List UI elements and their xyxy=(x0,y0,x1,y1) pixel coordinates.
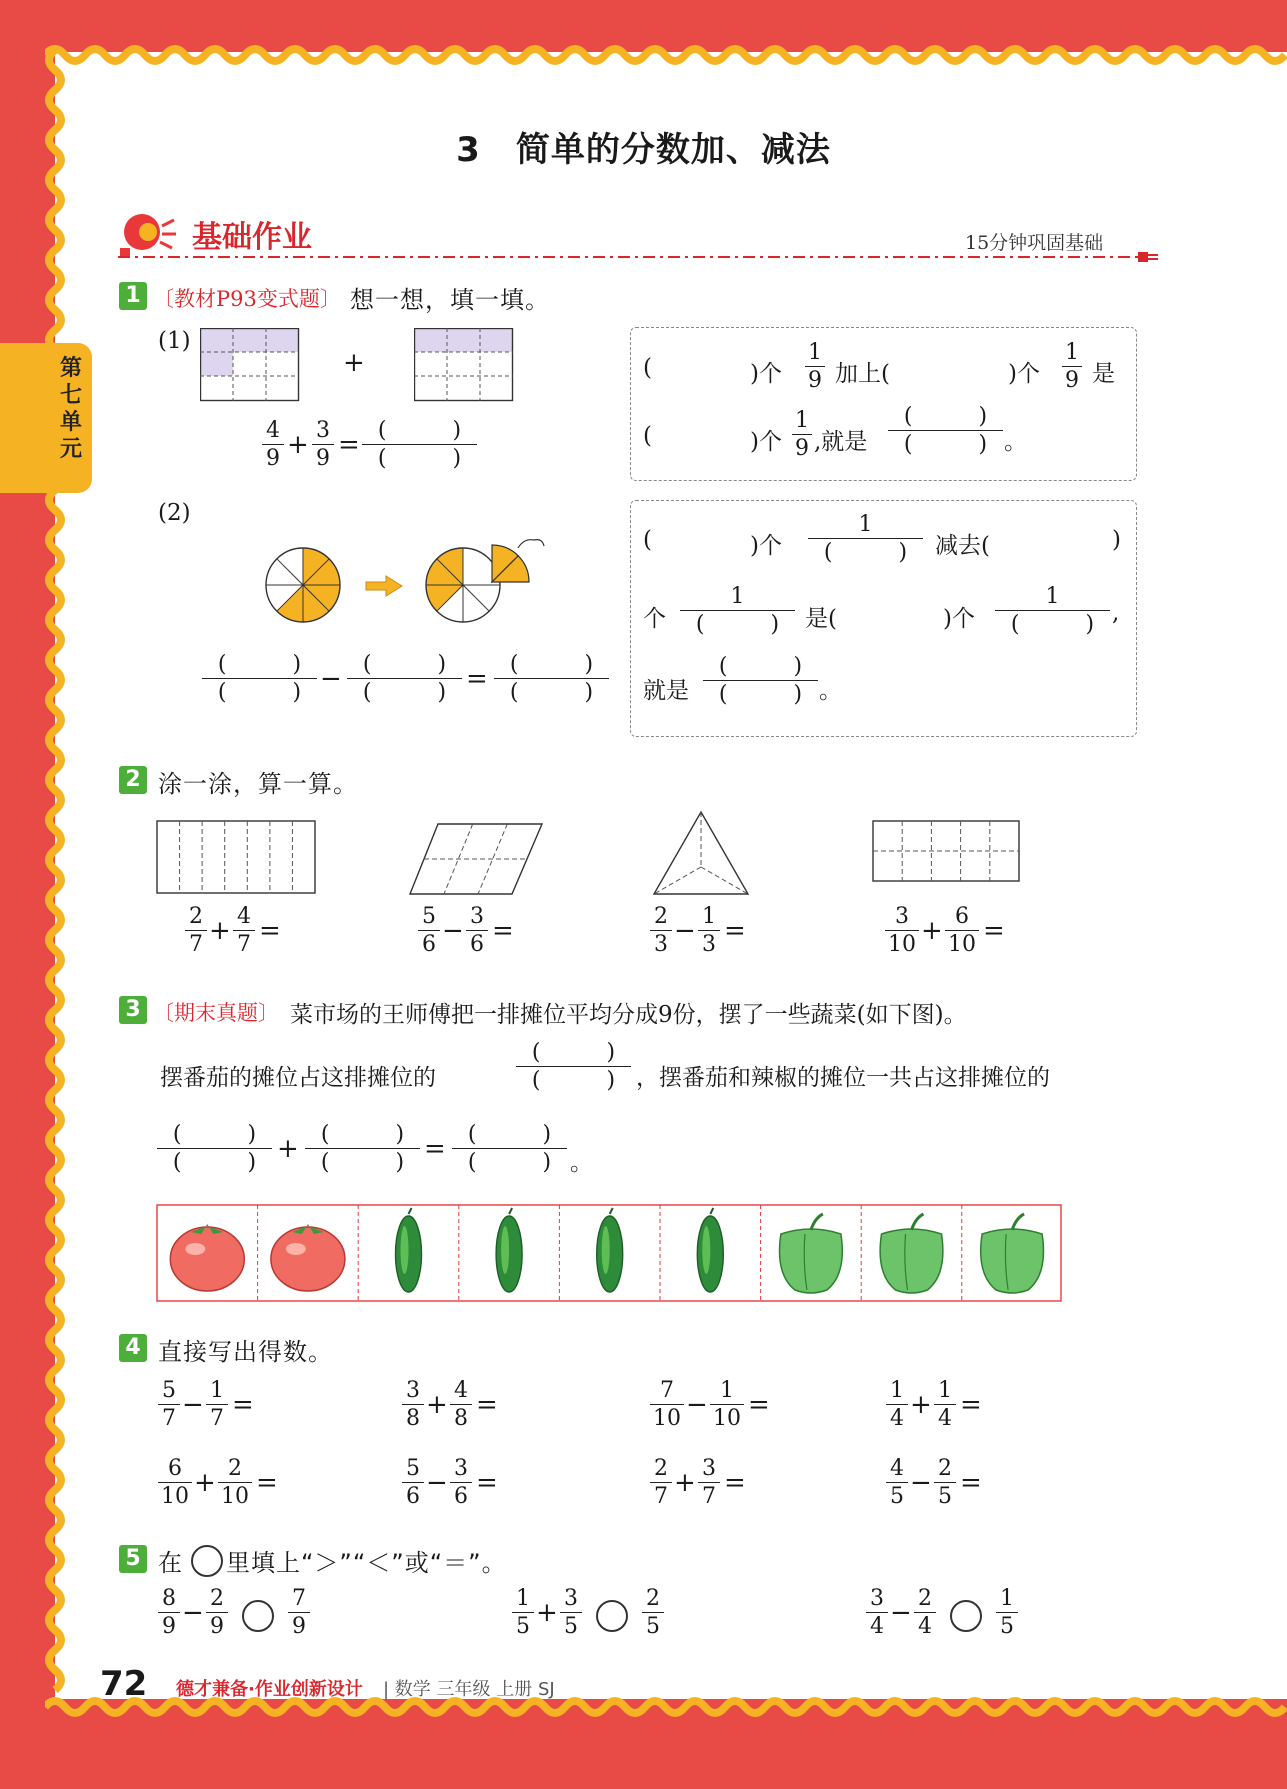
q1-part1-label: (1) xyxy=(158,328,191,354)
q4-item-5-equals: = xyxy=(476,1468,498,1498)
q2-item-2-frac-b xyxy=(698,906,720,956)
q2-item-2-op: − xyxy=(674,916,696,946)
q1-box1-frac1: $\frac{1}{9}$ xyxy=(805,342,825,392)
q4-item-6-op: + xyxy=(674,1468,696,1498)
q5-item-1-op: + xyxy=(536,1598,558,1628)
q2-item-2-frac-b-denominator: 3 xyxy=(698,930,720,956)
q4-item-0-equals: = xyxy=(232,1390,254,1420)
q1-eq1-frac-b: $\frac{3}{9}$ xyxy=(312,420,334,470)
question-2-number: 2 xyxy=(119,766,147,794)
q2-item-0-equals: = xyxy=(259,916,281,946)
q1-box2-answer-blank[interactable]: ( ) ( ) xyxy=(703,656,818,706)
q5-item-2-frac-a-numerator: 3 xyxy=(870,1586,884,1611)
q3-equals: = xyxy=(424,1134,446,1164)
q2-item-2-frac-a-numerator: 2 xyxy=(654,904,668,929)
q4-item-4-equals: = xyxy=(256,1468,278,1498)
q1-box1-lp2: ( xyxy=(643,423,652,449)
grid-four-ninths xyxy=(200,328,300,402)
cucumber-icon xyxy=(697,1208,723,1292)
q1-eq2-blank-a[interactable]: ( ) ( ) xyxy=(202,654,317,704)
q4-item-6-frac-a-numerator: 2 xyxy=(654,1456,668,1481)
q3-blank-3[interactable]: ( ) ( ) xyxy=(305,1124,420,1174)
q4-item-2-frac-a-denominator: 10 xyxy=(650,1404,684,1430)
q1-box1-lp1: ( xyxy=(643,355,652,381)
q2-item-1-frac-a-numerator: 5 xyxy=(422,904,436,929)
q2-item-3-frac-a-numerator: 3 xyxy=(895,904,909,929)
q5-item-2-frac-c-numerator: 1 xyxy=(1000,1586,1014,1611)
q4-item-2-op: − xyxy=(686,1390,708,1420)
q5-item-1-frac-a-numerator: 1 xyxy=(516,1586,530,1611)
q2-item-0-frac-a xyxy=(185,906,207,956)
q2-item-0-frac-b-denominator: 7 xyxy=(233,930,255,956)
q1-box2-rp: ) xyxy=(1112,527,1121,553)
q5-item-1-frac-c-denominator: 5 xyxy=(642,1612,664,1638)
q1-box1-jiashang: 加上( xyxy=(835,361,890,387)
q4-item-4-frac-a-denominator: 10 xyxy=(158,1482,192,1508)
q1-box1-ge2: )个 xyxy=(1008,361,1040,387)
grid-three-ninths xyxy=(414,328,514,402)
q4-item-4-frac-a xyxy=(158,1458,192,1508)
q1-box2-ge2: 个 xyxy=(643,606,666,632)
q2-item-1-frac-a xyxy=(418,906,440,956)
q4-item-5-frac-a-numerator: 5 xyxy=(406,1456,420,1481)
q5-item-2-frac-b-denominator: 4 xyxy=(914,1612,936,1638)
q5-item-0-frac-a xyxy=(158,1588,180,1638)
q5-item-2-frac-b-numerator: 2 xyxy=(918,1586,932,1611)
q4-item-4-frac-b-denominator: 10 xyxy=(218,1482,252,1508)
page-number: 72 xyxy=(100,1664,148,1704)
q4-item-2-frac-b-numerator: 1 xyxy=(720,1378,734,1403)
question-3-tag: 〔期末真题〕 xyxy=(153,1001,279,1025)
q1-box2-end: 。 xyxy=(819,678,842,704)
q5-item-1-frac-c xyxy=(642,1588,664,1638)
unit-side-tab-label: 第七单元 xyxy=(59,356,82,462)
q4-item-4-frac-b-numerator: 2 xyxy=(228,1456,242,1481)
q2-item-1-frac-a-denominator: 6 xyxy=(418,930,440,956)
vegetable-stalls xyxy=(156,1204,1064,1304)
q5-item-0-frac-c xyxy=(288,1588,310,1638)
q4-item-1-frac-b-numerator: 4 xyxy=(454,1378,468,1403)
q4-item-5-frac-b-denominator: 6 xyxy=(450,1482,472,1508)
q4-item-3-op: + xyxy=(910,1390,932,1420)
q4-item-4-op: + xyxy=(194,1468,216,1498)
page-title: 3 简单的分数加、减法 xyxy=(456,130,831,170)
q4-item-5-frac-a xyxy=(402,1458,424,1508)
q4-item-1-frac-b xyxy=(450,1380,472,1430)
q4-item-1-frac-a xyxy=(402,1380,424,1430)
q2-item-1-frac-b xyxy=(466,906,488,956)
pie-after-icon xyxy=(418,520,558,630)
q4-item-0-frac-a-denominator: 7 xyxy=(158,1404,180,1430)
q2-item-1-frac-b-numerator: 3 xyxy=(470,904,484,929)
q1-part2-label: (2) xyxy=(158,500,191,526)
q4-item-0-frac-b xyxy=(206,1380,228,1430)
footer-brand: 德才兼备·作业创新设计 xyxy=(176,1679,363,1700)
q4-item-7-frac-b xyxy=(934,1458,956,1508)
q4-item-3-frac-a-numerator: 1 xyxy=(890,1378,904,1403)
q2-item-0-frac-b-numerator: 4 xyxy=(237,904,251,929)
arrow-right-icon xyxy=(364,574,404,598)
section-divider xyxy=(118,250,1160,264)
q4-item-6-frac-b-denominator: 7 xyxy=(698,1482,720,1508)
q5-item-1-frac-a-denominator: 5 xyxy=(512,1612,534,1638)
q4-item-1-frac-a-denominator: 8 xyxy=(402,1404,424,1430)
q5-item-2-frac-c xyxy=(996,1588,1018,1638)
question-1-prompt: 想一想，填一填。 xyxy=(350,286,550,314)
q5-item-0-compare-circle[interactable] xyxy=(242,1600,274,1632)
q4-item-2-frac-a-numerator: 7 xyxy=(660,1378,674,1403)
q1-eq1-op: + xyxy=(287,430,309,460)
q3-blank-4[interactable]: ( ) ( ) xyxy=(452,1124,567,1174)
question-3-line2b: ，摆番茄和辣椒的摊位一共占这排摊位的 xyxy=(636,1065,1050,1091)
question-4-prompt: 直接写出得数。 xyxy=(158,1338,333,1366)
q1-box2-frac1[interactable]: 1 ( ) xyxy=(808,514,923,564)
q4-item-5-op: − xyxy=(426,1468,448,1498)
q5-item-0-frac-b-numerator: 2 xyxy=(210,1586,224,1611)
q5-item-2-frac-a-denominator: 4 xyxy=(866,1612,888,1638)
q2-item-0-op: + xyxy=(209,916,231,946)
q5-item-2-frac-b xyxy=(914,1588,936,1638)
q1-box2-comma: , xyxy=(1112,600,1120,626)
question-4-number: 4 xyxy=(119,1334,147,1362)
q1-box1-frac2: $\frac{1}{9}$ xyxy=(1062,342,1082,392)
cucumber-icon xyxy=(396,1208,422,1292)
q1-eq2-answer[interactable]: ( ) ( ) xyxy=(494,654,609,704)
q1-box1-frac3: $\frac{1}{9}$ xyxy=(792,410,812,460)
question-3-number: 3 xyxy=(119,996,147,1024)
rect-ten-parts[interactable] xyxy=(872,820,1022,884)
question-1-number: 1 xyxy=(119,282,147,310)
q4-item-0-frac-a-numerator: 5 xyxy=(162,1378,176,1403)
q4-item-7-op: − xyxy=(910,1468,932,1498)
question-3-line2a: 摆番茄的摊位占这排摊位的 xyxy=(160,1065,436,1091)
triangle-three-parts[interactable] xyxy=(652,810,750,896)
q4-item-5-frac-a-denominator: 6 xyxy=(402,1482,424,1508)
q1-box1-jiushi: ,就是 xyxy=(814,429,868,455)
q5-item-0-frac-c-denominator: 9 xyxy=(288,1612,310,1638)
cucumber-icon xyxy=(597,1208,623,1292)
q4-item-1-frac-a-numerator: 3 xyxy=(406,1378,420,1403)
q1-box2-shi: 是( xyxy=(805,606,837,632)
q2-item-3-frac-b-denominator: 10 xyxy=(945,930,979,956)
q4-item-1-op: + xyxy=(426,1390,448,1420)
q2-item-2-frac-b-numerator: 1 xyxy=(702,904,716,929)
q5-item-0-frac-a-denominator: 9 xyxy=(158,1612,180,1638)
rect-seven-parts[interactable] xyxy=(156,820,318,896)
q1-box1-ge1: )个 xyxy=(750,361,782,387)
q4-item-6-frac-a-denominator: 7 xyxy=(650,1482,672,1508)
q4-item-6-frac-a xyxy=(650,1458,672,1508)
q1-box1-shi: 是 xyxy=(1092,361,1115,387)
q4-item-3-frac-a xyxy=(886,1380,908,1430)
cucumber-icon xyxy=(496,1208,522,1292)
q1-box2-jiushi: 就是 xyxy=(643,678,689,704)
q4-item-7-equals: = xyxy=(960,1468,982,1498)
q4-item-0-op: − xyxy=(182,1390,204,1420)
pepper-icon xyxy=(780,1214,843,1293)
q4-item-0-frac-b-numerator: 1 xyxy=(210,1378,224,1403)
q1-eq2-minus: − xyxy=(320,664,342,694)
q3-blank-2[interactable]: ( ) ( ) xyxy=(157,1124,272,1174)
q1-box1 xyxy=(630,327,1137,481)
q4-item-7-frac-a-numerator: 4 xyxy=(890,1456,904,1481)
q2-item-2-frac-a xyxy=(650,906,672,956)
q4-item-6-frac-b xyxy=(698,1458,720,1508)
q4-item-5-frac-b xyxy=(450,1458,472,1508)
section-title: 基础作业 xyxy=(192,220,312,255)
q4-item-4-frac-a-numerator: 6 xyxy=(168,1456,182,1481)
wavy-border-top xyxy=(45,40,1287,70)
q4-item-5-frac-b-numerator: 3 xyxy=(454,1456,468,1481)
q1-box1-answer-blank[interactable]: ( ) ( ) xyxy=(888,406,1003,456)
q4-item-7-frac-b-numerator: 2 xyxy=(938,1456,952,1481)
q2-item-1-equals: = xyxy=(492,916,514,946)
q3-plus: + xyxy=(277,1134,299,1164)
q5-item-0-frac-a-numerator: 8 xyxy=(162,1586,176,1611)
q5-item-1-frac-a xyxy=(512,1588,534,1638)
q5-prompt-circle-icon xyxy=(191,1545,223,1577)
q5-item-1-frac-b xyxy=(560,1588,582,1638)
q4-item-2-frac-b-denominator: 10 xyxy=(710,1404,744,1430)
q5-item-0-frac-c-numerator: 7 xyxy=(292,1586,306,1611)
q4-item-6-frac-b-numerator: 3 xyxy=(702,1456,716,1481)
q2-item-3-frac-b-numerator: 6 xyxy=(955,904,969,929)
q5-item-2-op: − xyxy=(890,1598,912,1628)
q4-item-1-equals: = xyxy=(476,1390,498,1420)
q4-item-2-frac-a xyxy=(650,1380,684,1430)
q4-item-3-frac-b-denominator: 4 xyxy=(934,1404,956,1430)
q1-box2-jianqu: 减去( xyxy=(935,533,990,559)
q1-box1-end: 。 xyxy=(1004,429,1027,455)
q5-item-0-frac-b xyxy=(206,1588,228,1638)
q4-item-7-frac-a-denominator: 5 xyxy=(886,1482,908,1508)
question-5-prompt-a: 在 xyxy=(158,1549,183,1577)
q1-box2-ge1: )个 xyxy=(750,533,782,559)
q1-box2-lp1: ( xyxy=(643,527,652,553)
q4-item-3-equals: = xyxy=(960,1390,982,1420)
q4-item-6-equals: = xyxy=(724,1468,746,1498)
q2-item-1-op: − xyxy=(442,916,464,946)
q5-item-0-op: − xyxy=(182,1598,204,1628)
q5-item-0-frac-b-denominator: 9 xyxy=(206,1612,228,1638)
tomato-icon xyxy=(271,1224,345,1291)
q4-item-3-frac-b xyxy=(934,1380,956,1430)
q1-box2-ge3: )个 xyxy=(943,606,975,632)
q1-plus-sign: + xyxy=(343,348,365,378)
q5-item-2-compare-circle[interactable] xyxy=(950,1600,982,1632)
q1-eq1-answer-blank[interactable]: ( ) ( ) xyxy=(362,420,477,470)
q4-item-7-frac-a xyxy=(886,1458,908,1508)
q4-item-0-frac-b-denominator: 7 xyxy=(206,1404,228,1430)
q5-item-2-frac-c-denominator: 5 xyxy=(996,1612,1018,1638)
q3-end: 。 xyxy=(570,1150,593,1176)
q5-item-1-frac-b-denominator: 5 xyxy=(560,1612,582,1638)
q1-box1-ge3: )个 xyxy=(750,429,782,455)
q5-item-1-compare-circle[interactable] xyxy=(596,1600,628,1632)
q1-eq1-frac-a: $\frac{4}{9}$ xyxy=(262,420,284,470)
q2-item-3-frac-b xyxy=(945,906,979,956)
q2-item-2-frac-a-denominator: 3 xyxy=(650,930,672,956)
q2-item-3-frac-a xyxy=(885,906,919,956)
q2-item-1-frac-b-denominator: 6 xyxy=(466,930,488,956)
q4-item-7-frac-b-denominator: 5 xyxy=(934,1482,956,1508)
q4-item-4-frac-b xyxy=(218,1458,252,1508)
section-time-note: 15分钟巩固基础 xyxy=(965,232,1104,254)
question-5-prompt-b: 里填上“＞”“＜”或“＝”。 xyxy=(226,1549,507,1577)
footer-subtitle: | 数学 三年级 上册 SJ xyxy=(383,1679,555,1700)
q1-box2-frac3[interactable]: 1 ( ) xyxy=(995,586,1110,636)
q5-item-1-frac-c-numerator: 2 xyxy=(646,1586,660,1611)
q4-item-3-frac-b-numerator: 1 xyxy=(938,1378,952,1403)
q1-box2-frac2[interactable]: 1 ( ) xyxy=(680,586,795,636)
q5-item-2-frac-a xyxy=(866,1588,888,1638)
pepper-icon xyxy=(981,1214,1044,1293)
pie-before-icon xyxy=(264,546,342,624)
question-2-prompt: 涂一涂，算一算。 xyxy=(158,770,358,798)
q4-item-3-frac-a-denominator: 4 xyxy=(886,1404,908,1430)
q2-item-3-frac-a-denominator: 10 xyxy=(885,930,919,956)
q4-item-2-equals: = xyxy=(748,1390,770,1420)
question-5-number: 5 xyxy=(119,1545,147,1573)
q2-item-0-frac-b xyxy=(233,906,255,956)
q1-eq2-equals: = xyxy=(466,664,488,694)
question-3-line1: 菜市场的王师傅把一排摊位平均分成9份，摆了一些蔬菜(如下图)。 xyxy=(290,1002,967,1028)
q4-item-2-frac-b xyxy=(710,1380,744,1430)
q1-eq2-blank-b[interactable]: ( ) ( ) xyxy=(347,654,462,704)
q2-item-3-equals: = xyxy=(983,916,1005,946)
q5-item-1-frac-b-numerator: 3 xyxy=(564,1586,578,1611)
q1-eq1-equals: = xyxy=(338,430,360,460)
q2-item-3-op: + xyxy=(921,916,943,946)
q4-item-1-frac-b-denominator: 8 xyxy=(450,1404,472,1430)
pepper-icon xyxy=(880,1214,943,1293)
wavy-border-left xyxy=(40,50,70,1710)
q3-blank-1[interactable]: ( ) ( ) xyxy=(516,1042,631,1092)
tomato-icon xyxy=(170,1224,244,1291)
q4-item-0-frac-a xyxy=(158,1380,180,1430)
question-1-tag: 〔教材P93变式题〕 xyxy=(153,287,341,311)
parallelogram-six-parts[interactable] xyxy=(408,822,544,896)
q2-item-0-frac-a-numerator: 2 xyxy=(189,904,203,929)
q2-item-2-equals: = xyxy=(724,916,746,946)
q2-item-0-frac-a-denominator: 7 xyxy=(185,930,207,956)
